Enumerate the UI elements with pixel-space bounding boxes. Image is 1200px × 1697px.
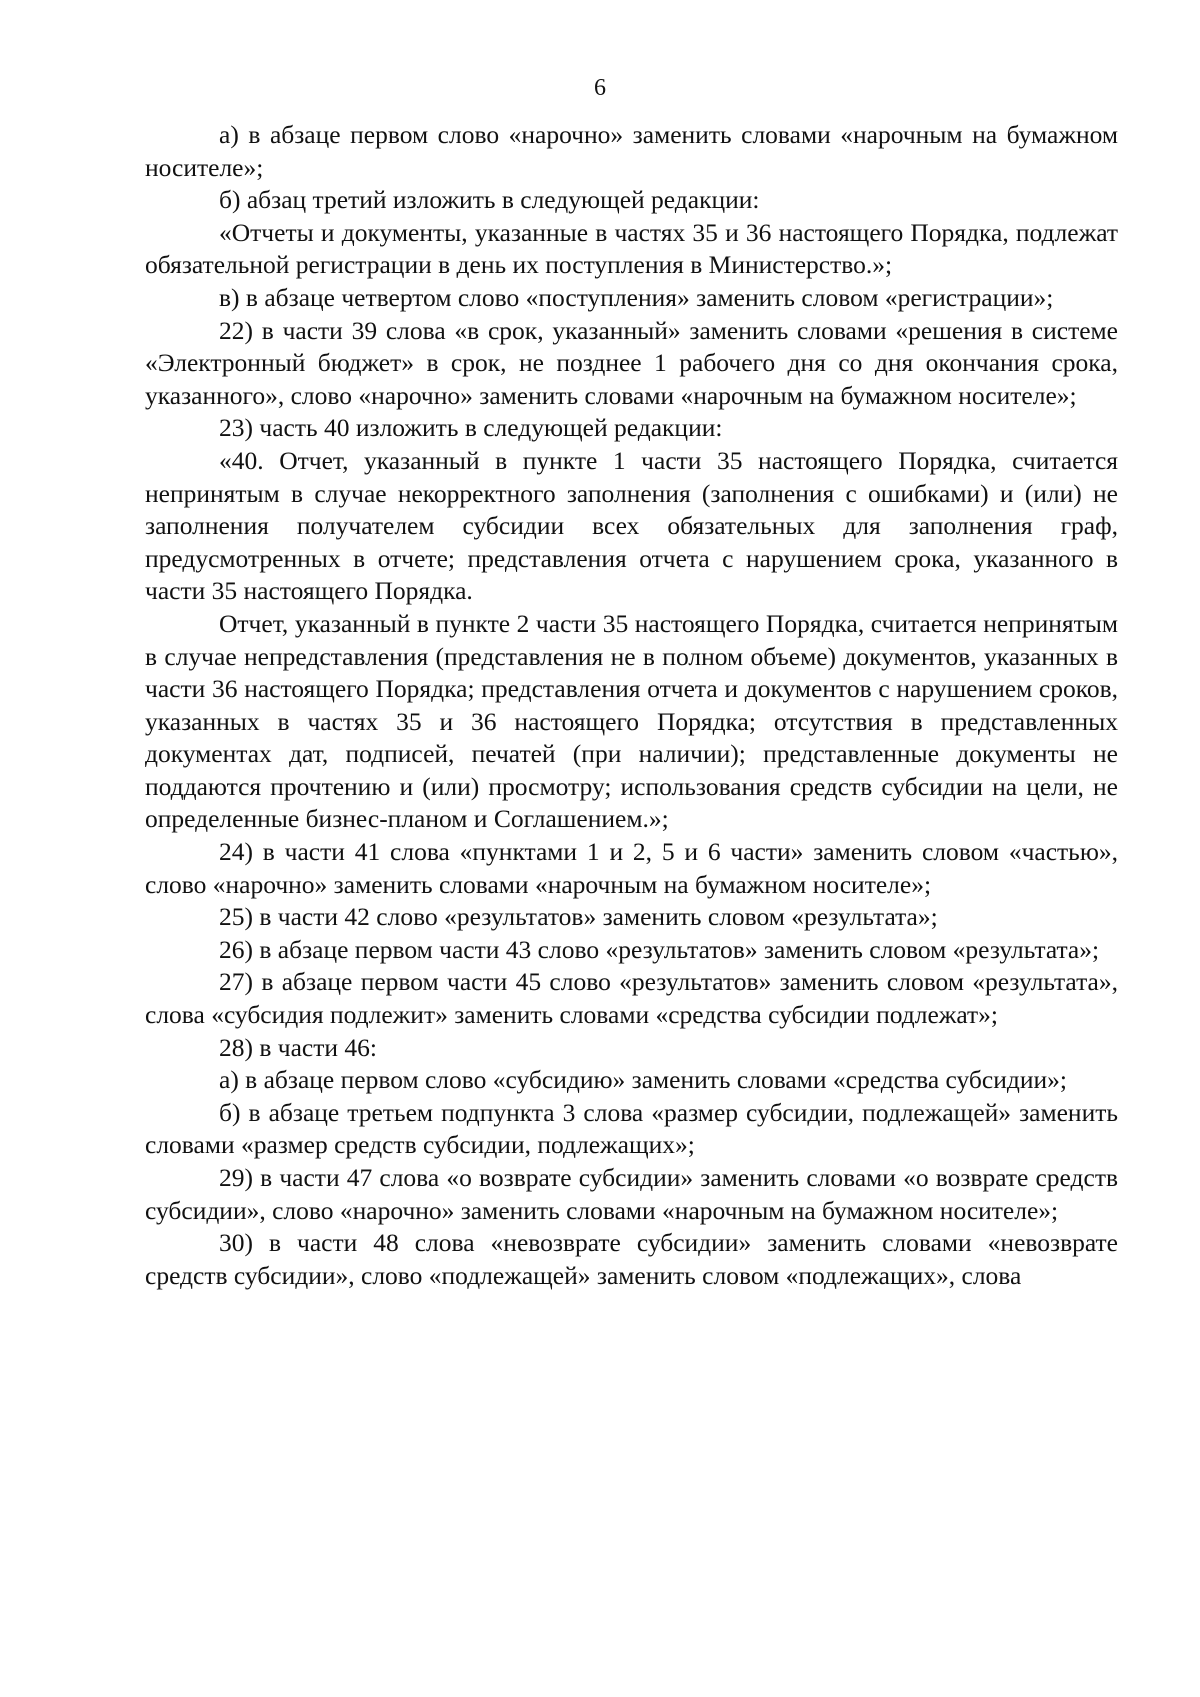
paragraph-item-27: 27) в абзаце первом части 45 слово «результатов» заменить словом «результата», слова «субсидия подлежит» заменить словами «средства субсидии подлежат»; — [145, 967, 1118, 1030]
paragraph-quoted-part-40-report-2: Отчет, указанный в пункте 2 части 35 настоящего Порядка, считается непринятым в случае непредставления (представления не в полном объеме) документов, указанных в части 36 настоящего Порядка; представления отчета и документов с нарушением сроков, указанных в частях 35 и 36 настоящего Порядка; отсутствия в представленных документах дат, подписей, печатей (при наличии); представленные документы не поддаются прочтению и (или) просмотру; использования средств субсидии на цели, не определенные бизнес-планом и Соглашением.»; — [145, 608, 1118, 834]
paragraph-item-23: 23) часть 40 изложить в следующей редакции: — [219, 413, 723, 443]
paragraph-item-28: 28) в части 46: — [219, 1032, 377, 1062]
paragraph-item-22: 22) в части 39 слова «в срок, указанный» заменить словами «решения в системе «Электронный бюджет» в срок, не позднее 1 рабочего дня со дня окончания срока, указанного», слово «нарочно» заменить словами «нарочным на бумажном носителе»; — [145, 315, 1118, 410]
paragraph-amend-v-fourth-para: в) в абзаце четвертом слово «поступления» заменить словом «регистрации»; — [219, 282, 1054, 312]
paragraph-item-28-a: а) в абзаце первом слово «субсидию» заменить словами «средства субсидии»; — [219, 1065, 1067, 1095]
paragraph-item-28-b: б) в абзаце третьем подпункта 3 слова «размер субсидии, подлежащей» заменить словами «размер средств субсидии, подлежащих»; — [145, 1097, 1118, 1160]
paragraph-quoted-part-40: «40. Отчет, указанный в пункте 1 части 35 настоящего Порядка, считается непринятым в случае некорректного заполнения (заполнения с ошибками) и (или) не заполнения получателем субсидии всех обязательных для заполнения граф, предусмотренных в отчете; представления отчета с нарушением срока, указанного в части 35 настоящего Порядка. — [145, 445, 1118, 606]
paragraph-item-25: 25) в части 42 слово «результатов» заменить словом «результата»; — [219, 902, 938, 932]
paragraph-item-29: 29) в части 47 слова «о возврате субсидии» заменить словами «о возврате средств субсидии», слово «нарочно» заменить словами «нарочным на бумажном носителе»; — [145, 1163, 1118, 1225]
paragraph-amend-b-third-para: б) абзац третий изложить в следующей редакции: — [219, 185, 760, 215]
page-number: 6 — [594, 75, 606, 101]
paragraph-item-24: 24) в части 41 слова «пунктами 1 и 2, 5 и 6 части» заменить словом «частью», слово «нарочно» заменить словами «нарочным на бумажном носителе»; — [145, 837, 1118, 899]
paragraph-amend-a-first-para: а) в абзаце первом слово «нарочно» заменить словами «нарочным на бумажном носителе»; — [145, 120, 1118, 182]
paragraph-item-26: 26) в абзаце первом части 43 слово «результатов» заменить словом «результата»; — [219, 934, 1100, 964]
paragraph-item-30: 30) в части 48 слова «невозврате субсидии» заменить словами «невозврате средств субсидии», слово «подлежащей» заменить словом «подлежащих», слова — [145, 1228, 1118, 1290]
paragraph-quoted-registration: «Отчеты и документы, указанные в частях 35 и 36 настоящего Порядка, подлежат обязательной регистрации в день их поступления в Министерство.»; — [145, 217, 1118, 280]
document-body — [145, 119, 1118, 1292]
